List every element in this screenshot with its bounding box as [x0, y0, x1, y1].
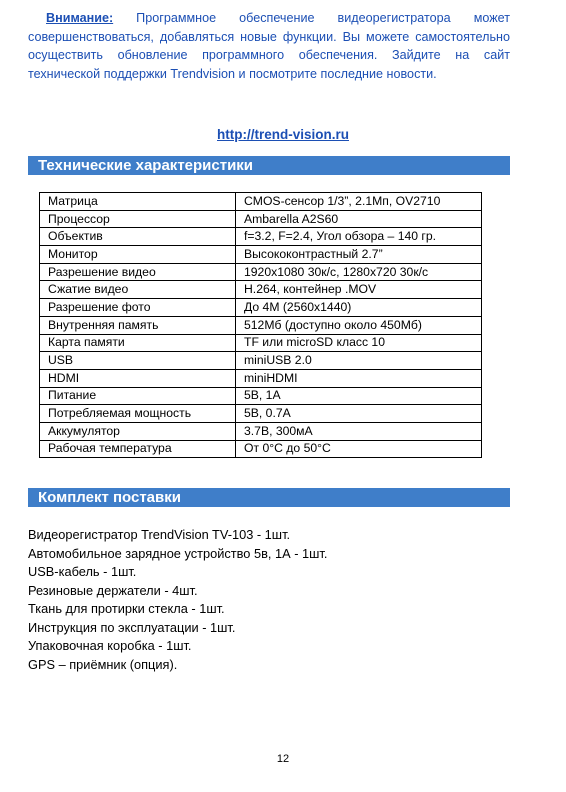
- kit-list: [28, 526, 510, 674]
- spec-key: Объектив: [40, 228, 236, 246]
- support-site-link[interactable]: http://trend-vision.ru: [217, 127, 349, 142]
- spec-key: Карта памяти: [40, 334, 236, 352]
- spec-key: Монитор: [40, 246, 236, 264]
- spec-key: Разрешение фото: [40, 299, 236, 317]
- spec-value: 5В, 1А: [236, 387, 482, 405]
- spec-row: [40, 387, 482, 405]
- spec-value: 5В, 0.7А: [236, 405, 482, 423]
- spec-value: 512Мб (доступно около 450Мб): [236, 316, 482, 334]
- spec-table-body: [40, 193, 482, 458]
- notice-lead: Внимание:: [46, 11, 114, 25]
- spec-value: f=3.2, F=2.4, Угол обзора – 140 гр.: [236, 228, 482, 246]
- spec-row: [40, 440, 482, 458]
- spec-value: miniHDMI: [236, 369, 482, 387]
- spec-key: Матрица: [40, 193, 236, 211]
- spec-value: H.264, контейнер .MOV: [236, 281, 482, 299]
- kit-item: Видеорегистратор TrendVision TV-103 - 1шт.: [28, 527, 291, 542]
- spec-row: [40, 405, 482, 423]
- spec-value: CMOS-сенсор 1/3”, 2.1Мп, OV2710: [236, 193, 482, 211]
- spec-value: TF или microSD класс 10: [236, 334, 482, 352]
- kit-item: Резиновые держатели - 4шт.: [28, 582, 198, 598]
- spec-table: [39, 192, 482, 458]
- kit-item: Инструкция по эксплуатации - 1шт.: [28, 619, 236, 635]
- spec-section-title: Технические характеристики: [28, 156, 510, 175]
- spec-value: Ambarella A2S60: [236, 210, 482, 228]
- kit-item: GPS – приёмник (опция).: [28, 656, 178, 672]
- spec-key: Потребляемая мощность: [40, 405, 236, 423]
- spec-row: [40, 281, 482, 299]
- spec-key: Процессор: [40, 210, 236, 228]
- spec-row: [40, 299, 482, 317]
- spec-value: miniUSB 2.0: [236, 352, 482, 370]
- spec-key: Сжатие видео: [40, 281, 236, 299]
- spec-key: Аккумулятор: [40, 422, 236, 440]
- kit-item: USB-кабель - 1шт.: [28, 564, 137, 579]
- kit-section-title: Комплект поставки: [28, 488, 510, 507]
- kit-item: Автомобильное зарядное устройство 5в, 1А - 1шт.: [28, 545, 328, 561]
- spec-row: [40, 263, 482, 281]
- support-site: [0, 127, 566, 142]
- spec-key: Внутренняя память: [40, 316, 236, 334]
- spec-row: [40, 228, 482, 246]
- spec-row: [40, 210, 482, 228]
- spec-value: 1920x1080 30к/с, 1280x720 30к/с: [236, 263, 482, 281]
- spec-key: Разрешение видео: [40, 263, 236, 281]
- spec-key: Рабочая температура: [40, 440, 236, 458]
- spec-key: USB: [40, 352, 236, 370]
- spec-row: [40, 334, 482, 352]
- spec-row: [40, 369, 482, 387]
- kit-item: Ткань для протирки стекла - 1шт.: [28, 601, 225, 616]
- spec-value: От 0°С до 50°С: [236, 440, 482, 458]
- notice-text: Программное обеспечение видеорегистратора может совершенствоваться, добавляться новые функции. Вы можете самостоятельно осуществить обновление программного обеспечения. Зайдите на сайт технической поддержки Trendvision и посмотрите последние новости.: [28, 11, 510, 81]
- spec-row: [40, 422, 482, 440]
- spec-row: [40, 193, 482, 211]
- spec-value: Высококонтрастный 2.7”: [236, 246, 482, 264]
- spec-value: 3.7В, 300мА: [236, 422, 482, 440]
- spec-row: [40, 316, 482, 334]
- spec-key: Питание: [40, 387, 236, 405]
- spec-value: До 4М (2560x1440): [236, 299, 482, 317]
- notice-paragraph: [28, 9, 510, 83]
- spec-key: HDMI: [40, 369, 236, 387]
- kit-item: Упаковочная коробка - 1шт.: [28, 638, 192, 653]
- page-number: 12: [276, 753, 290, 765]
- spec-row: [40, 352, 482, 370]
- spec-row: [40, 246, 482, 264]
